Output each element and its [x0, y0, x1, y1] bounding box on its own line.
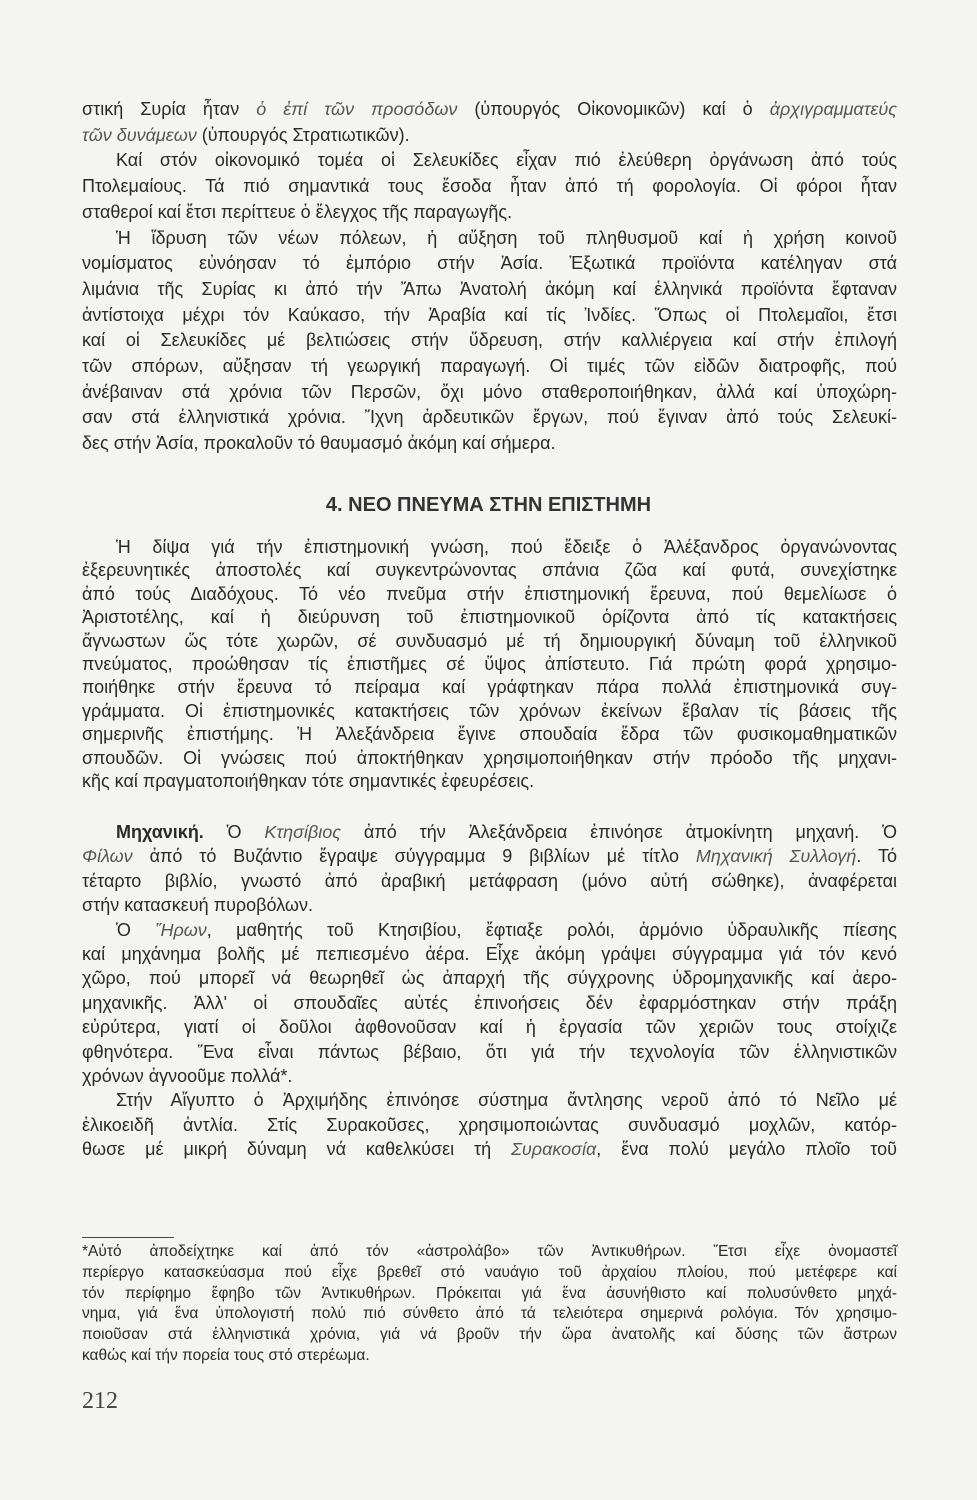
text-segment: στική Συρία ἦταν: [82, 99, 257, 119]
text-segment: *Αὐτό ἀποδείχτηκε καί ἀπό τόν «ἀστρολάβο» τῶν Ἀντικυθήρων. Ἔτσι εἶχε ὀνομαστεῖ: [82, 1243, 897, 1260]
text-segment: χῶρο, πού μπορεῖ νά θεωρηθεῖ ὡς ἀπαρχή τῆς σύγχρονης ὑδρομηχανικῆς καί ἀερο-: [82, 968, 897, 989]
text-segment: Πτολεμαίους. Τά πιό σημαντικά τους ἔσοδα ἦταν ἀπό τή φορολογία. Οἱ φόροι ἦταν: [82, 176, 897, 197]
text-segment: φθηνότερα. Ἕνα εἶναι πάντως βέβαιο, ὅτι γιά τήν τεχνολογία τῶν ἑλληνιστικῶν: [82, 1041, 897, 1062]
text-line: [82, 991, 897, 1015]
text-line: [82, 1325, 897, 1346]
text-line: [82, 148, 897, 174]
text-segment: περίεργο κατασκεύασμα πού εἶχε βρεθεῖ στό ναυάγιο τοῦ ἀρχαίου πλοίου, πού μετέφερε καί: [82, 1263, 897, 1281]
text-line: [82, 251, 897, 277]
text-line: [82, 1263, 897, 1284]
text-line: [82, 1113, 897, 1137]
text-segment: τῶν σπόρων, αὔξησαν τή γεωργική παραγωγή. Οἱ τιμές τῶν εἰδῶν διατροφῆς, πού: [82, 356, 897, 377]
text-line: [82, 1284, 897, 1305]
text-line: [82, 303, 897, 329]
text-line: [82, 1137, 897, 1161]
footnote-divider: [82, 1237, 174, 1238]
paragraph: [82, 1088, 897, 1161]
text-segment: κῆς καί πραγματοποιήθηκαν τότε σημαντικές ἐφευρέσεις.: [82, 771, 535, 792]
text-segment: εὐρύτερα, γιατί οἱ δοῦλοι ἀφθονοῦσαν καί ἡ ἐργασία τῶν χεριῶν τους στοίχιζε: [82, 1017, 897, 1038]
text-line: [82, 354, 897, 380]
text-segment: σταθεροί καί ἔτσι περίττευε ὁ ἔλεγχος τῆς παραγωγῆς.: [82, 201, 513, 222]
text-segment: χρόνων ἀγνοοῦμε πολλά*.: [82, 1066, 293, 1087]
text-line: [82, 431, 897, 457]
italic-text: ἀρχιγραμματεύς: [769, 99, 897, 119]
paragraph: [82, 918, 897, 1089]
text-line: [82, 536, 897, 559]
text-line: [82, 123, 897, 149]
text-line: [82, 1346, 897, 1367]
italic-text: Μηχανική Συλλογή: [695, 846, 857, 867]
paragraph: [82, 1242, 897, 1367]
text-segment: Καί στόν οἰκονομικό τομέα οἱ Σελευκίδες εἶχαν πιό ἐλεύθερη ὀργάνωση ἀπό τούς: [116, 150, 897, 171]
text-segment: . Τό: [856, 846, 897, 867]
text-segment: ἀντίστοιχα μέχρι τόν Καύκασο, τήν Ἀραβία καί τίς Ἰνδίες. Ὅπως οἱ Πτολεμαῖοι, ἔτσι: [82, 304, 897, 325]
italic-text: Κτησίβιος: [264, 822, 342, 842]
italic-text: ὁ ἐπί τῶν προσόδων: [256, 99, 458, 119]
text-segment: καί οἱ Σελευκίδες μέ βελτιώσεις στήν ὕδρευση, στήν καλλιέργεια καί στήν ἐπιλογή: [82, 330, 897, 351]
page-number: 212: [82, 1388, 118, 1414]
text-segment: τέταρτο βιβλίο, γνωστό ἀπό ἀραβική μετάφραση (μόνο αὐτή σώθηκε), ἀναφέρεται: [82, 870, 897, 891]
text-line: [82, 700, 897, 723]
text-segment: ἐξερευνητικές ἀποστολές καί συγκεντρώνοντας σπάνια ζῶα καί φυτά, συνεχίστηκε: [82, 560, 897, 581]
italic-text: Φίλων: [82, 846, 133, 867]
text-segment: σημερινῆς ἐπιστήμης. Ἡ Ἀλεξάνδρεια ἔγινε σπουδαία ἕδρα τῶν φυσικομαθηματικῶν: [82, 724, 897, 745]
italic-text: Ἥρων: [155, 919, 207, 940]
text-line: [82, 606, 897, 629]
text-line: [82, 893, 897, 917]
paragraph: [82, 97, 897, 148]
text-segment: ἀνέβαιναν στά χρόνια τῶν Περσῶν, ὄχι μόνο σταθεροποιήθηκαν, ἀλλά καί ὑποχώρη-: [82, 381, 897, 402]
italic-text: Συρακοσία: [511, 1139, 597, 1160]
text-line: [82, 844, 897, 868]
text-segment: Ἡ ἵδρυση τῶν νέων πόλεων, ἡ αὔξηση τοῦ πληθυσμοῦ καί ἡ χρήση κοινοῦ: [116, 227, 897, 248]
text-line: [82, 559, 897, 582]
text-line: [82, 653, 897, 676]
text-line: [82, 1304, 897, 1325]
text-segment: καί μηχάνημα βολῆς μέ πεπιεσμένο ἀέρα. Εἶχε ἀκόμη γράψει σύγγραμμα γιά τόν κενό: [82, 944, 897, 965]
paragraph: [82, 536, 897, 793]
text-line: [82, 966, 897, 990]
text-segment: νημα, γιά ἕνα ὑπολογιστή πολύ πιό σύνθετο ἀπό τά τελειότερα σημερινά ρολόγια. Τόν χρησιμο-: [82, 1305, 897, 1323]
text-segment: πνεύματος, προώθησαν τίς ἐπιστῆμες σέ ὕψος ἀπίστευτο. Γιά πρώτη φορά χρησιμο-: [82, 654, 897, 675]
text-line: [82, 174, 897, 200]
text-line: [82, 1088, 897, 1112]
text-line: [82, 747, 897, 770]
text-segment: ἀπό τήν Ἀλεξάνδρεια ἐπινόησε ἀτμοκίνητη μηχανή. Ὁ: [341, 822, 898, 842]
text-line: [82, 277, 897, 303]
text-segment: θωσε μέ μικρή δύναμη νά καθελκύσει τή: [82, 1139, 512, 1160]
text-segment: σαν στά ἑλληνιστικά χρόνια. Ἴχνη ἀρδευτικῶν ἔργων, πού ἔγιναν ἀπό τούς Σελευκί-: [82, 407, 897, 428]
text-line: [82, 97, 897, 123]
text-segment: γράμματα. Οἱ ἐπιστημονικές κατακτήσεις τῶν χρόνων ἐκείνων ἔβαλαν τίς βάσεις τῆς: [82, 700, 897, 721]
bold-text: Μηχανική.: [116, 822, 204, 842]
text-line: [82, 1064, 897, 1088]
section-heading: 4. ΝΕΟ ΠΝΕΥΜΑ ΣΤΗΝ ΕΠΙΣΤΗΜΗ: [325, 494, 652, 516]
text-line: [82, 328, 897, 354]
text-segment: ἑλικοειδῆ ἀντλία. Στίς Συρακοῦσες, χρησιμοποιώντας συνδυασμό μοχλῶν, κατόρ-: [82, 1114, 897, 1135]
text-line: [82, 1040, 897, 1064]
text-line: [82, 583, 897, 606]
text-segment: νομίσματος εὐνόησαν τό ἐμπόριο στήν Ἀσία. Ἐξωτικά προϊόντα κατέληγαν στά: [82, 253, 897, 274]
text-segment: Ὁ: [203, 822, 265, 842]
footnote: [82, 1242, 897, 1367]
text-line: [82, 226, 897, 252]
text-line: [82, 676, 897, 699]
text-line: [82, 405, 897, 431]
text-segment: ποιήθηκε στήν ἔρευνα τό πείραμα καί γράφτηκαν πάρα πολλά ἐπιστημονικά συγ-: [82, 677, 897, 698]
text-line: [82, 1015, 897, 1039]
text-segment: τόν περίφημο ἔφηβο τῶν Ἀντικυθήρων. Πρόκειται γιά ἕνα ἀσυνήθιστο καί πολυσύνθετο μηχά-: [82, 1284, 897, 1302]
text-line: [82, 630, 897, 653]
text-line: [82, 770, 897, 793]
text-line: [82, 200, 897, 226]
body-section-science: [82, 536, 897, 793]
text-segment: Στήν Αἴγυπτο ὁ Ἀρχιμήδης ἐπινόησε σύστημα ἄντλησης νεροῦ ἀπό τό Νεῖλο μέ: [116, 1090, 897, 1111]
text-segment: σπουδῶν. Οἱ γνώσεις πού ἀποκτήθηκαν χρησιμοποιήθηκαν στήν πρόοδο τῆς μηχανι-: [82, 747, 897, 768]
text-segment: λιμάνια τῆς Συρίας κι ἀπό τήν Ἄπω Ἀνατολή ἀκόμη καί ἑλληνικά προϊόντα ἔφταναν: [82, 278, 897, 299]
text-segment: (ὑπουργός Οἰκονομικῶν) καί ὁ: [457, 99, 770, 119]
text-segment: ἀπό τό Βυζάντιο ἔγραψε σύγγραμμα 9 βιβλίων μέ τίτλο: [132, 846, 696, 867]
text-segment: , ἕνα πολύ μεγάλο πλοῖο τοῦ: [596, 1139, 897, 1160]
text-segment: ἀπό τούς Διαδόχους. Τό νέο πνεῦμα στήν ἐπιστημονική ἔρευνα, πού θεμελίωσε ὁ: [82, 583, 897, 604]
body-section-economy: [82, 97, 897, 457]
text-line: [82, 723, 897, 746]
text-segment: καθώς καί τήν πορεία τους στό στερέωμα.: [82, 1346, 370, 1364]
paragraph: [82, 226, 897, 457]
text-line: [82, 918, 897, 942]
text-line: [82, 820, 897, 844]
paragraph: [82, 820, 897, 918]
text-segment: , μαθητής τοῦ Κτησιβίου, ἔφτιαξε ρολόι, ἁρμόνιο ὑδραυλικῆς πίεσης: [206, 919, 897, 940]
text-segment: Ἡ δίψα γιά τήν ἐπιστημονική γνώση, πού ἔδειξε ὁ Ἀλέξανδρος ὀργανώνοντας: [116, 537, 897, 557]
text-line: [82, 869, 897, 893]
italic-text: τῶν δυνάμεων: [82, 124, 197, 145]
text-line: [82, 942, 897, 966]
text-segment: ἄγνωστων ὥς τότε χωρῶν, σέ συνδυασμό μέ τή δημιουργική δύναμη τοῦ ἑλληνικοῦ: [82, 630, 897, 651]
text-segment: δες στήν Ἀσία, προκαλοῦν τό θαυμασμό ἀκόμη καί σήμερα.: [82, 433, 556, 454]
text-line: [82, 380, 897, 406]
text-segment: μηχανικῆς. Ἀλλ' οἱ σπουδαῖες αὐτές ἐπινοήσεις δέν ἐφαρμόστηκαν στήν πράξη: [82, 992, 897, 1013]
body-section-mechanics: [82, 820, 897, 1162]
text-segment: Ἀριστοτέλης, καί ἡ διεύρυνση τοῦ ἐπιστημονικοῦ ὁρίζοντα ἀπό τίς κατακτήσεις: [82, 607, 897, 628]
text-segment: Ὁ: [116, 919, 156, 940]
text-segment: (ὑπουργός Στρατιωτικῶν).: [196, 124, 410, 145]
paragraph: [82, 148, 897, 225]
text-segment: ποιοῦσαν στά ἑλληνιστικά χρόνια, γιά νά βροῦν τήν ὥρα ἀνατολῆς καί δύσης τῶν ἄστρων: [82, 1326, 897, 1344]
text-segment: στήν κατασκευή πυροβόλων.: [82, 895, 313, 916]
text-line: [82, 1242, 897, 1263]
